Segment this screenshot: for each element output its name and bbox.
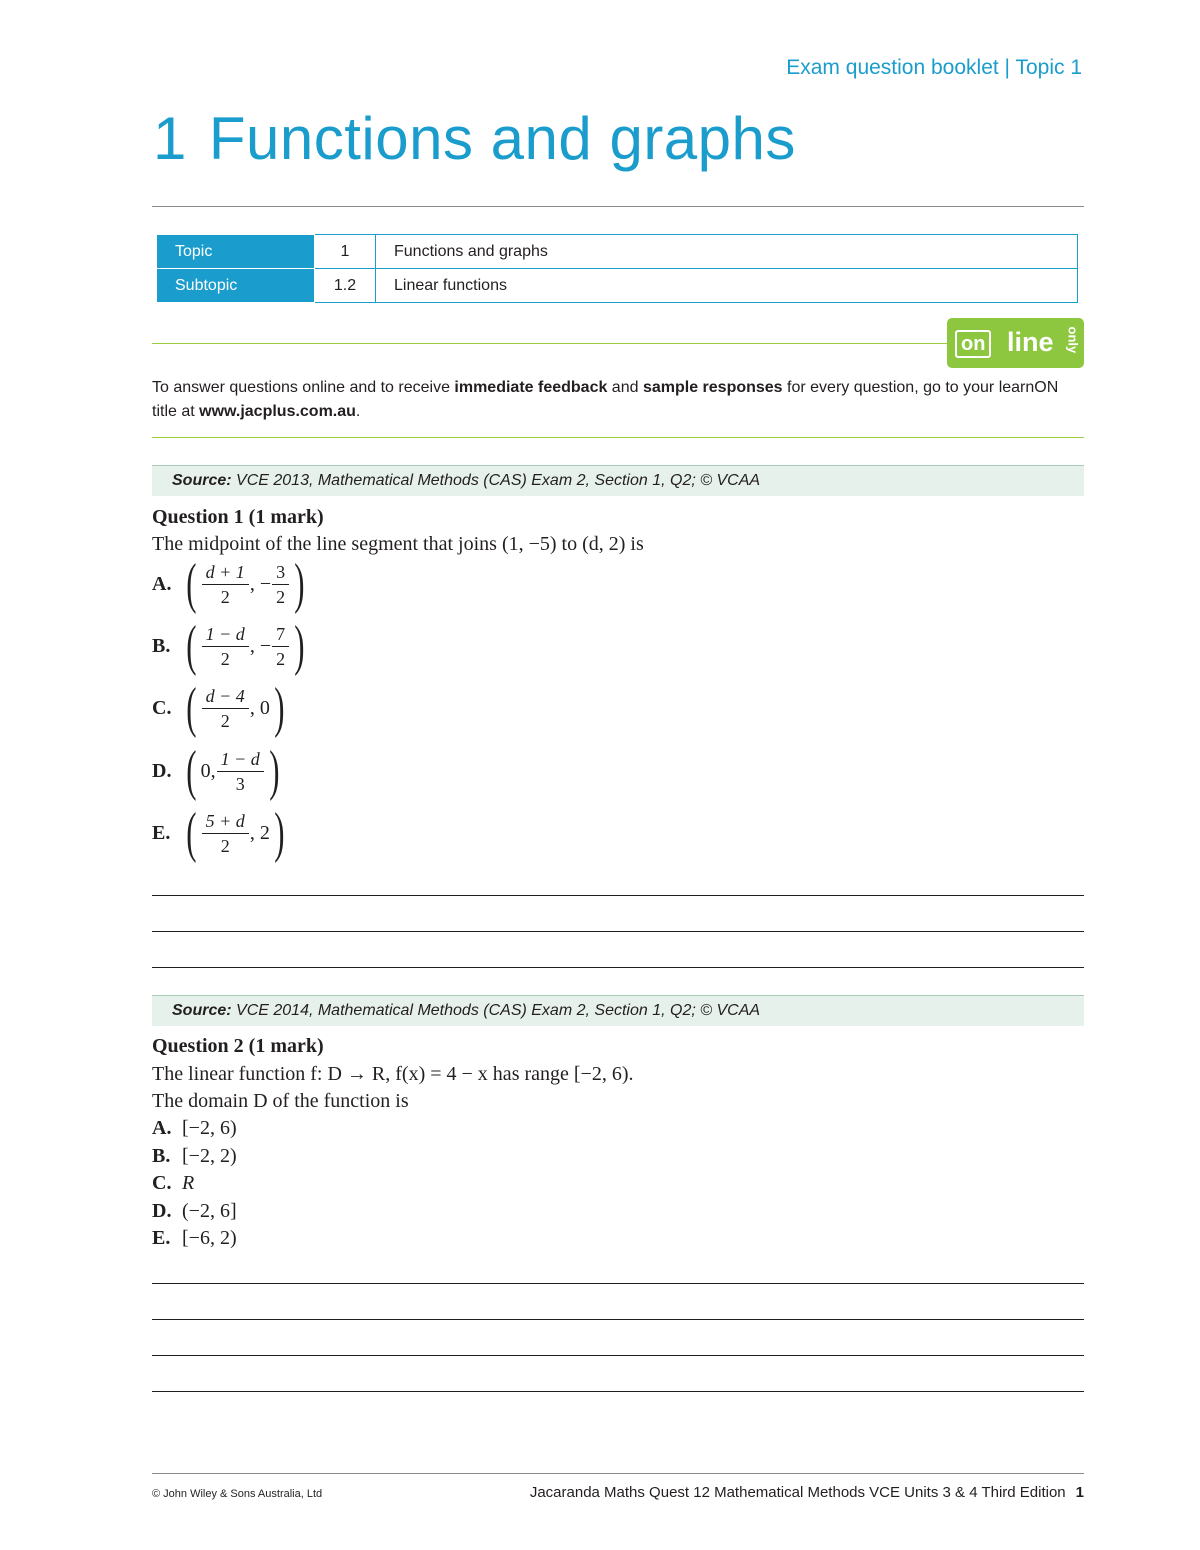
source-text: VCE 2014, Mathematical Methods (CAS) Exam 2, Section 1, Q2; © VCAA: [231, 1002, 761, 1019]
intro-text: [152, 376, 1072, 424]
option-b[interactable]: B. ( $\frac{1 - d}{2}$ , − $\frac{7}{2}$ ): [152, 615, 305, 677]
option-c[interactable]: [152, 1172, 194, 1195]
option-c[interactable]: C. ( $\frac{d - 4}{2}$ , 0 ): [152, 677, 285, 739]
option-letter: B.: [152, 634, 171, 657]
chapter-title-text: Functions and graphs: [208, 105, 796, 172]
topic-number: 1: [315, 235, 376, 269]
numerator: d − 4: [202, 684, 249, 709]
topic-table: [156, 234, 1078, 303]
option-letter: E.: [152, 821, 171, 844]
answer-line[interactable]: [152, 1319, 1084, 1320]
question-stem-2: The domain D of the function is: [152, 1090, 409, 1112]
footer-copyright: © John Wiley & Sons Australia, Ltd: [152, 1488, 323, 1500]
fraction: [272, 560, 289, 609]
option-text: [−2, 2): [182, 1145, 237, 1167]
numerator: 3: [272, 560, 289, 585]
fraction: [202, 560, 249, 609]
footer-book-title: Jacaranda Maths Quest 12 Mathematical Methods VCE Units 3 & 4 Third Edition: [529, 1484, 1066, 1501]
head: 0,: [200, 759, 216, 782]
chapter-title: [153, 104, 796, 173]
numerator: 1 − d: [217, 747, 264, 772]
intro-bold: sample responses: [642, 379, 783, 396]
answer-line[interactable]: [152, 967, 1084, 968]
source-bar: [152, 995, 1084, 1026]
topic-label: Topic: [157, 235, 315, 269]
answer-line[interactable]: [152, 931, 1084, 932]
numerator: 1 − d: [202, 622, 249, 647]
answer-line[interactable]: [152, 895, 1084, 896]
option-e[interactable]: E. ( $\frac{5 + d}{2}$ , 2 ): [152, 802, 285, 864]
table-row: [157, 235, 1078, 269]
option-d[interactable]: D. ( 0, $\frac{1 - d}{3}$ ): [152, 740, 280, 802]
denominator: 2: [276, 586, 286, 607]
intro-part: .: [355, 403, 361, 420]
fraction: [202, 622, 249, 671]
online-only-badge[interactable]: [947, 318, 1084, 368]
option-letter: A.: [152, 1117, 172, 1139]
option-text: R: [182, 1172, 195, 1194]
option-letter: E.: [152, 1227, 171, 1249]
badge-only: only: [1065, 326, 1081, 354]
denominator: 2: [276, 648, 286, 669]
fraction: [217, 747, 264, 796]
subtopic-label: Subtopic: [157, 269, 315, 303]
option-a[interactable]: [152, 1117, 237, 1140]
numerator: 7: [272, 622, 289, 647]
footer-divider: [152, 1473, 1084, 1474]
fraction: [202, 684, 249, 733]
option-d[interactable]: [152, 1200, 237, 1223]
option-e[interactable]: [152, 1227, 237, 1250]
intro-part: To answer questions online and to receive: [152, 379, 455, 396]
option-letter: A.: [152, 572, 172, 595]
intro-bold: immediate feedback: [454, 379, 608, 396]
source-text: VCE 2013, Mathematical Methods (CAS) Exam 2, Section 1, Q2; © VCAA: [231, 472, 761, 489]
denominator: 3: [235, 773, 245, 794]
intro-part: for every question, go to your learnON title at: [152, 379, 1059, 420]
answer-line[interactable]: [152, 1355, 1084, 1356]
option-text: [−2, 6): [182, 1117, 237, 1139]
option-text: [−6, 2): [182, 1227, 237, 1249]
numerator: d + 1: [202, 560, 249, 585]
intro-part: and: [607, 379, 643, 396]
subtopic-number: 1.2: [315, 269, 376, 303]
badge-line: line: [1007, 327, 1054, 357]
fraction: [272, 622, 289, 671]
option-text: (−2, 6]: [182, 1200, 237, 1222]
option-letter: C.: [152, 696, 172, 719]
answer-line[interactable]: [152, 1391, 1084, 1392]
numerator: 5 + d: [202, 809, 249, 834]
source-label: Source:: [172, 472, 232, 489]
fraction: [202, 809, 249, 858]
intro-divider: [152, 437, 1084, 438]
denominator: 2: [220, 648, 230, 669]
table-row: [157, 269, 1078, 303]
tail: , 0: [249, 696, 270, 719]
footer-book: [530, 1484, 1084, 1501]
source-bar: [152, 465, 1084, 496]
denominator: 2: [220, 586, 230, 607]
option-letter: D.: [152, 759, 172, 782]
page-number: 1: [1075, 1484, 1084, 1501]
chapter-number: 1: [153, 105, 187, 172]
answer-line[interactable]: [152, 1283, 1084, 1284]
question-stem: The linear function f: D → R, f(x) = 4 − x has range [−2, 6).: [152, 1063, 634, 1085]
source-label: Source:: [172, 1002, 232, 1019]
jacplus-link[interactable]: www.jacplus.com.au: [199, 403, 356, 420]
option-a[interactable]: A. ( $\frac{d + 1}{2}$ , − $\frac{3}{2}$ ): [152, 553, 305, 615]
question-stem: The midpoint of the line segment that joins (1, −5) to (d, 2) is: [152, 533, 644, 555]
option-letter: D.: [152, 1200, 172, 1222]
denominator: 2: [220, 835, 230, 856]
topic-name: Functions and graphs: [376, 235, 1078, 269]
separator: , −: [249, 572, 272, 595]
separator: , −: [249, 634, 272, 657]
online-divider: [152, 343, 952, 344]
question-title: Question 2 (1 mark): [152, 1035, 324, 1057]
title-divider: [152, 206, 1084, 207]
subtopic-name: Linear functions: [376, 269, 1078, 303]
option-letter: C.: [152, 1172, 172, 1194]
denominator: 2: [220, 710, 230, 731]
option-b[interactable]: [152, 1145, 237, 1168]
tail: , 2: [249, 821, 270, 844]
badge-on: on: [955, 330, 991, 358]
option-letter: B.: [152, 1145, 171, 1167]
booklet-header: Exam question booklet | Topic 1: [786, 56, 1082, 79]
question-title: Question 1 (1 mark): [152, 506, 324, 528]
